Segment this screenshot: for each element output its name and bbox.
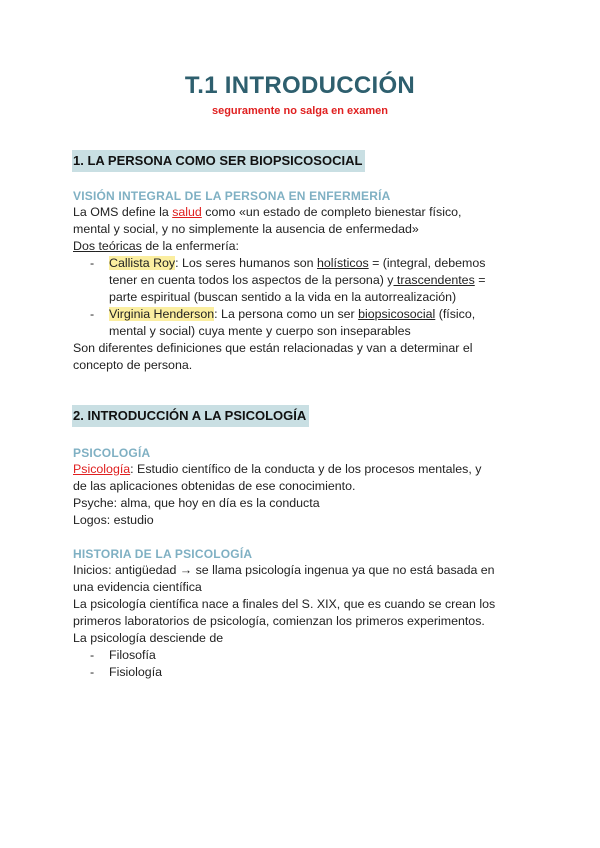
text-run: La OMS define la	[73, 205, 173, 219]
list-item-line	[109, 272, 485, 289]
underlined-holisticos: holísticos	[317, 256, 369, 270]
subheading-vision-integral: VISIÓN INTEGRAL DE LA PERSONA EN ENFERMERÍA	[73, 189, 391, 203]
paragraph-line	[73, 461, 481, 478]
paragraph-line: La psicología científica nace a finales del S. XIX, que es cuando se crean los	[73, 597, 496, 611]
highlight-callista-roy: Callista Roy	[109, 256, 176, 270]
underlined-trascendentes: trascendentes	[393, 273, 475, 287]
bullet-dash: -	[90, 256, 95, 270]
paragraph-line: Psyche: alma, que hoy en día es la conducta	[73, 496, 320, 510]
underlined-teoricas: teóricas	[95, 239, 142, 253]
bullet-dash: -	[90, 665, 95, 679]
text-run: : Estudio científico de la conducta y de los procesos mentales, y	[130, 462, 482, 476]
paragraph-line	[73, 204, 461, 221]
text-run: como «un estado de completo bienestar físico,	[201, 205, 462, 219]
paragraph-line: Inicios: antigüedad → se llama psicología ingenua ya que no está basada en	[73, 563, 495, 577]
text-run: : La persona como un ser	[214, 307, 359, 321]
page-title: T.1 INTRODUCCIÓN	[184, 72, 416, 99]
highlight-psicologia: Psicología	[73, 462, 131, 476]
subheading-psicologia: PSICOLOGÍA	[73, 446, 151, 460]
list-item-line: parte espiritual (buscan sentido a la vida en la autorrealización)	[109, 290, 457, 304]
page-subtitle: seguramente no salga en examen	[211, 105, 389, 117]
bullet-dash: -	[90, 307, 95, 321]
paragraph-line: una evidencia científica	[73, 580, 202, 594]
text-run: (físico,	[435, 307, 476, 321]
section-heading-2: 2. INTRODUCCIÓN A LA PSICOLOGÍA	[72, 405, 309, 427]
paragraph-line: primeros laboratorios de psicología, comienzan los primeros experimentos.	[73, 614, 485, 628]
paragraph-line: Son diferentes definiciones que están relacionadas y van a determinar el	[73, 341, 473, 355]
list-item-fisiologia: Fisiología	[109, 665, 163, 679]
highlight-virginia-henderson: Virginia Henderson	[109, 307, 215, 321]
list-item-line: mental y social) cuya mente y cuerpo son inseparables	[109, 324, 411, 338]
list-item	[109, 255, 485, 272]
highlight-salud: salud	[172, 205, 202, 219]
text-run: de la enfermería:	[141, 239, 239, 253]
paragraph-line: concepto de persona.	[73, 358, 193, 372]
text-run: Dos	[73, 239, 96, 253]
list-item-filosofia: Filosofía	[109, 648, 156, 662]
bullet-dash: -	[90, 648, 95, 662]
text-run: tener en cuenta todos los aspectos de la persona) y	[109, 273, 394, 287]
text-run: =	[474, 273, 486, 287]
section-heading-1: 1. LA PERSONA COMO SER BIOPSICOSOCIAL	[72, 150, 365, 172]
list-item	[109, 306, 475, 323]
underlined-biopsicosocial: biopsicosocial	[358, 307, 436, 321]
text-run: = (integral, debemos	[368, 256, 486, 270]
paragraph-line: mental y social, y no simplemente la ausencia de enfermedad»	[73, 222, 419, 236]
text-run: : Los seres humanos son	[175, 256, 317, 270]
paragraph-line: La psicología desciende de	[73, 631, 224, 645]
paragraph-line: de las aplicaciones obtenidas de ese conocimiento.	[73, 479, 356, 493]
paragraph-line	[73, 238, 239, 255]
paragraph-line: Logos: estudio	[73, 513, 154, 527]
subheading-historia: HISTORIA DE LA PSICOLOGÍA	[73, 547, 253, 561]
